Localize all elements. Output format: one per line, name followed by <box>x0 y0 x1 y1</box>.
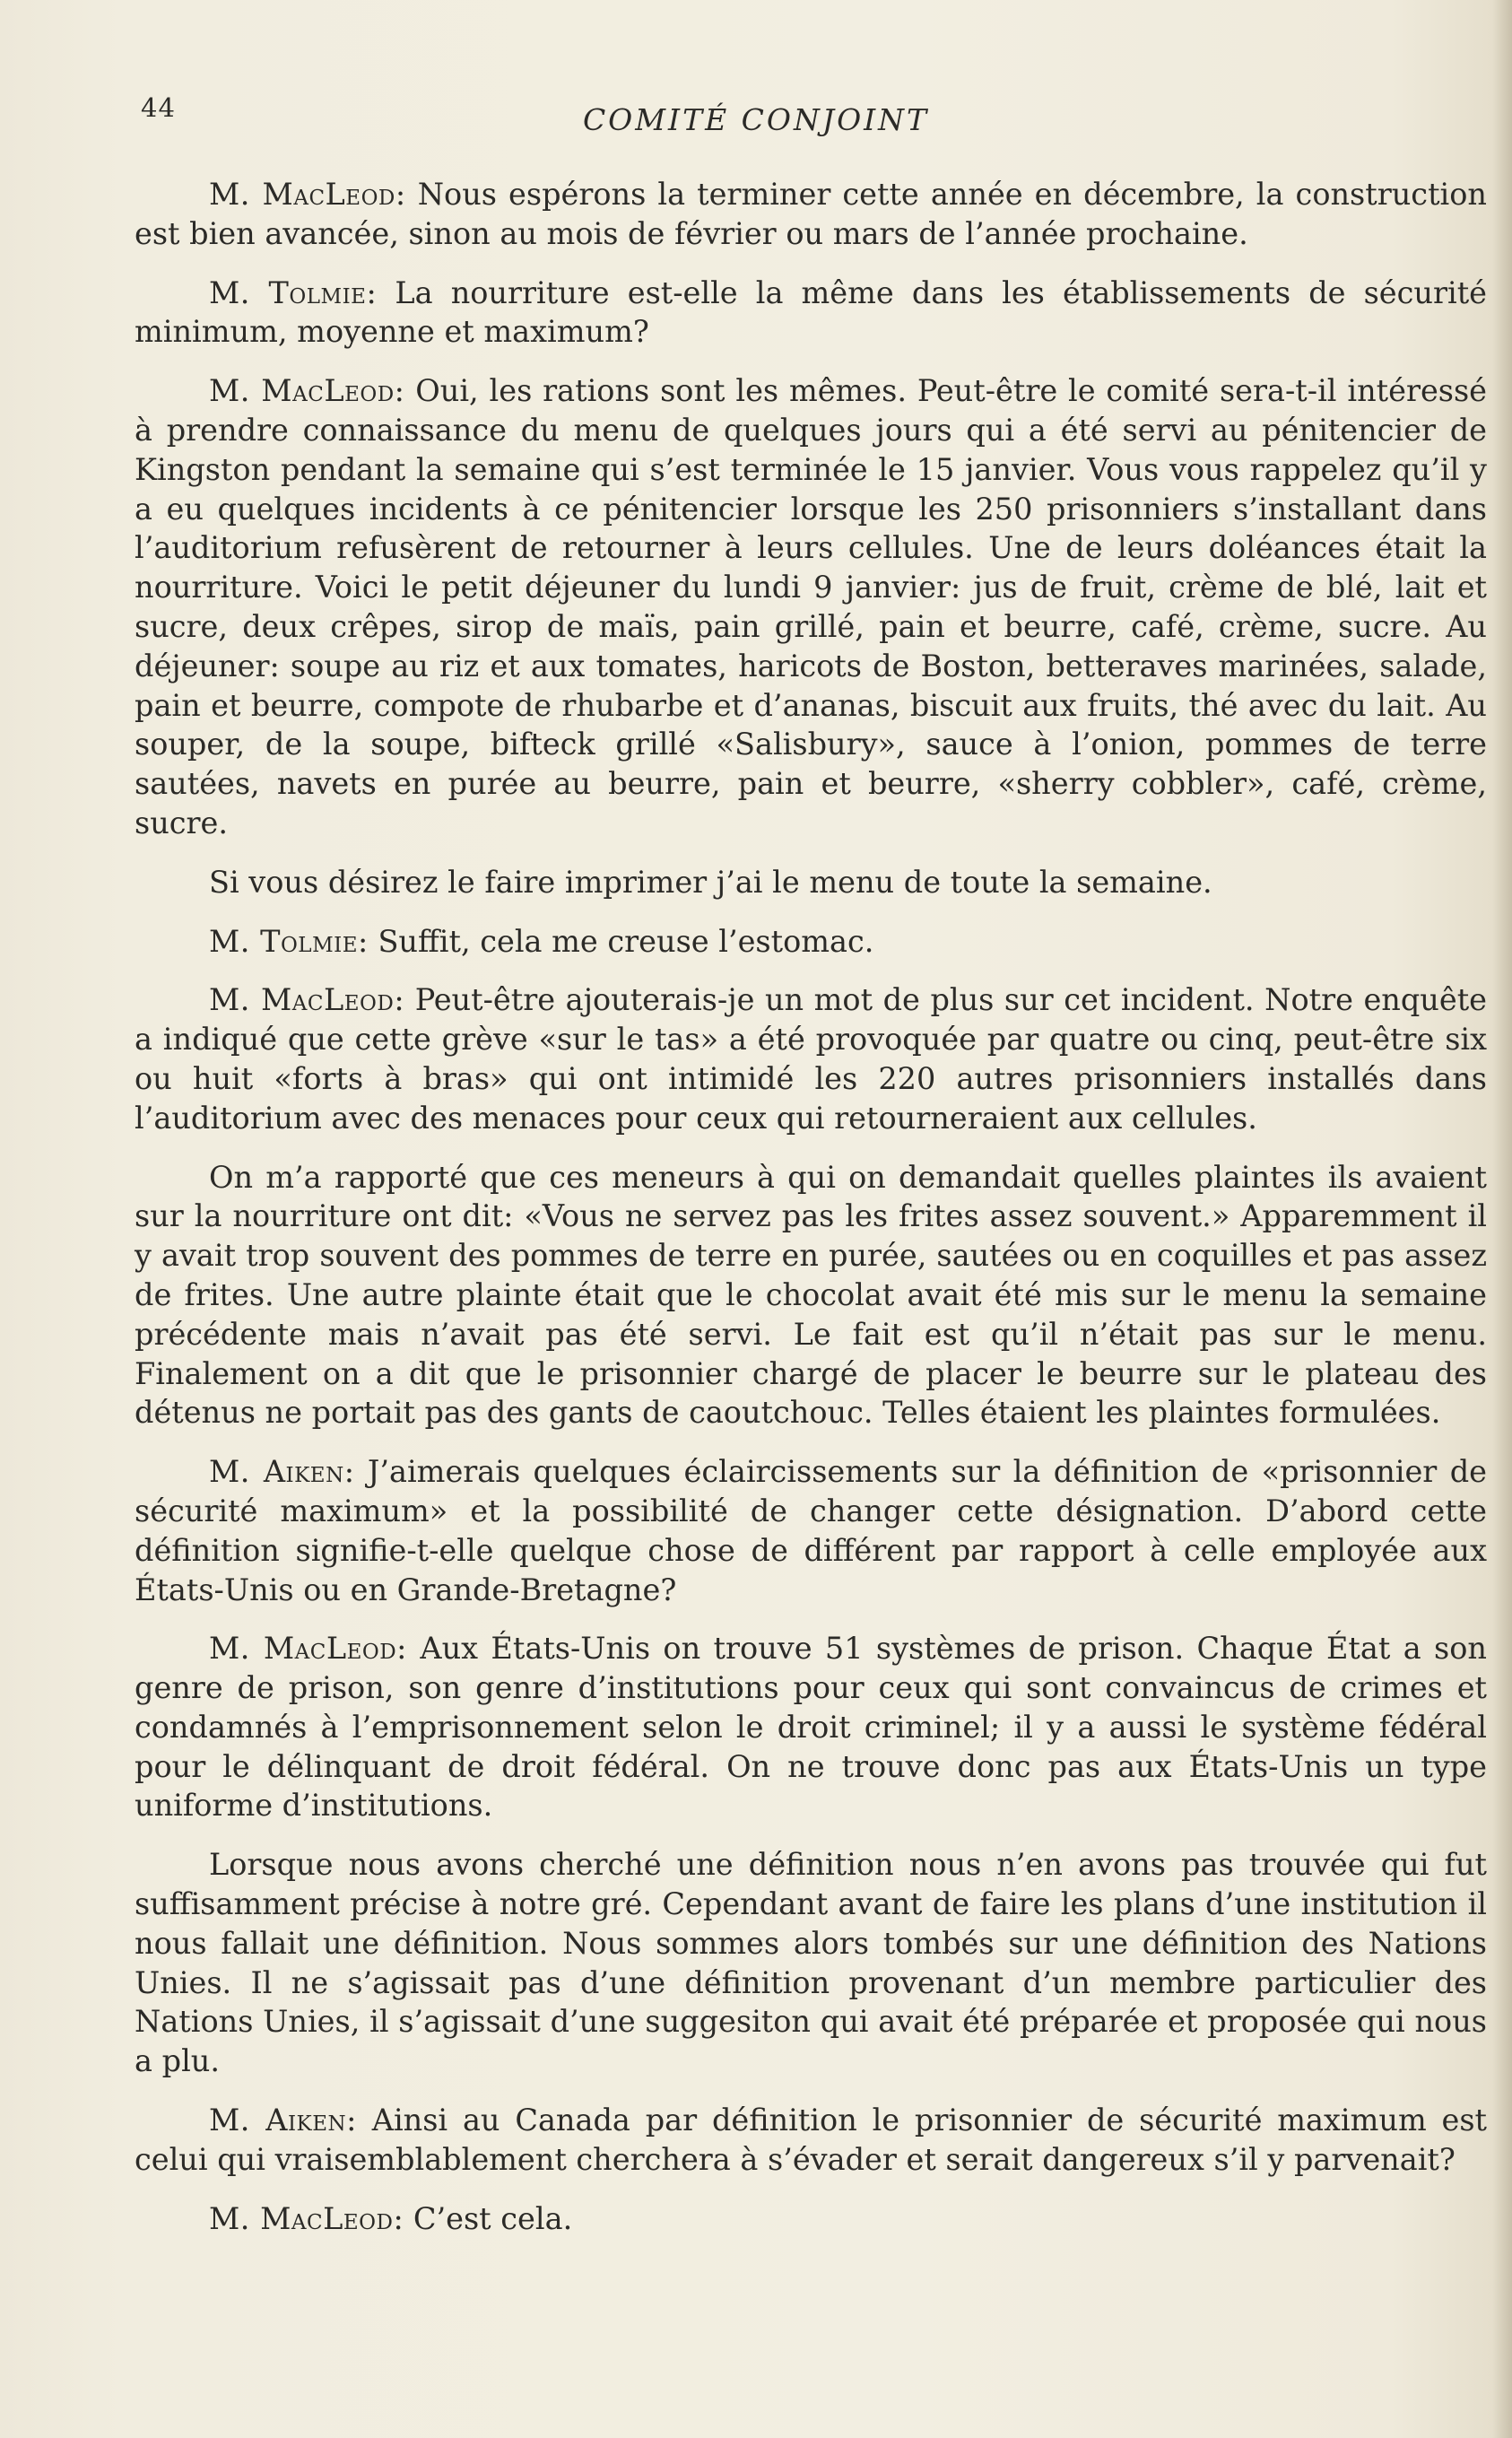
speaker-name: M. MacLeod: <box>209 177 406 212</box>
paragraph-text: Si vous désirez le faire imprimer j’ai le menu de toute la semaine. <box>209 864 1212 900</box>
paragraph-12 <box>135 2199 1487 2239</box>
speaker-name: M. MacLeod: <box>209 373 405 409</box>
speaker-name: M. Aiken: <box>209 1454 355 1490</box>
paragraph-8 <box>135 1452 1487 1609</box>
running-title: COMITÉ CONJOINT <box>582 102 930 137</box>
speaker-name: M. MacLeod: <box>209 2200 404 2236</box>
paragraph-3 <box>135 371 1487 843</box>
paragraph-5 <box>135 922 1487 962</box>
paragraph-text: La nourriture est-elle la même dans les établissements de sécurité minimum, moyenne et maximum? <box>135 274 1487 350</box>
paragraph-text: Lorsque nous avons cherché une définition nous n’en avons pas trouvée qui fut suffisamment précise à notre gré. Cependant avant de faire les plans d’une institution il nous fallait une définition. Nous sommes alors tombés sur une définition des Nations Unies. Il ne s’agissait pas d’une définition provenant d’un membre particulier des Nations Unies, il s’agissait d’une suggesiton qui avait été préparée et proposée qui nous a plu. <box>135 1847 1487 2079</box>
paragraph-text: Oui, les rations sont les mêmes. Peut-être le comité sera-t-il intéressé à prendre connaissance du menu de quelques jours qui a été servi au pénitencier de Kingston pendant la semaine qui s’est terminée le 15 janvier. Vous vous rappelez qu’il y a eu quelques incidents à ce pénitencier lorsque les 250 prisonniers s’installant dans l’auditorium refusèrent de retourner à leurs cellules. Une de leurs doléances était la nourriture. Voici le petit déjeuner du lundi 9 janvier: jus de fruit, crème de blé, lait et sucre, deux crêpes, sirop de maïs, pain grillé, pain et beurre, café, crème, sucre. Au déjeuner: soupe au riz et aux tomates, haricots de Boston, betteraves marinées, salade, pain et beurre, compote de rhubarbe et d’ananas, biscuit aux fruits, thé avec du lait. Au souper, de la soupe, bifteck grillé «Salisbury», sauce à l’onion, pommes de terre sautées, navets en purée au beurre, pain et beurre, «sherry cobbler», café, crème, sucre. <box>135 373 1487 840</box>
speaker-name: M. Tolmie: <box>209 923 369 959</box>
paragraph-text: C’est cela. <box>404 2200 573 2236</box>
speaker-name: M. Tolmie: <box>209 274 378 310</box>
paragraph-11 <box>135 2101 1487 2180</box>
speaker-name: M. MacLeod: <box>209 982 405 1018</box>
speaker-name: M. Aiken: <box>209 2103 357 2138</box>
paragraph-text: Suffit, cela me creuse l’estomac. <box>368 923 874 959</box>
paragraph-4 <box>135 863 1487 902</box>
page-gutter-shadow <box>1492 0 1512 2438</box>
paragraph-text: Ainsi au Canada par définition le prisonnier de sécurité maximum est celui qui vraisemblablement cherchera à s’évader et serait dangereux s’il y parvenait? <box>135 2103 1487 2177</box>
paragraph-text: Aux États-Unis on trouve 51 systèmes de prison. Chaque État a son genre de prison, son genre d’institutions pour ceux qui sont convaincus de crimes et condamnés à l’emprisonnement selon le droit criminel; il y a aussi le système fédéral pour le délinquant de droit fédéral. On ne trouve donc pas aux États-Unis un type uniforme d’institutions. <box>135 1631 1487 1824</box>
paragraph-text: J’aimerais quelques éclaircissements sur la définition de «prisonnier de sécurité maximum» et la possibilité de changer cette désignation. D’abord cette définition signifie-t-elle quelque chose de différent par rapport à celle employée aux États-Unis ou en Grande-Bretagne? <box>135 1454 1487 1607</box>
paragraph-6 <box>135 980 1487 1137</box>
paragraph-10 <box>135 1845 1487 2081</box>
paragraph-9 <box>135 1629 1487 1825</box>
page-number: 44 <box>141 92 176 123</box>
paragraph-1 <box>135 175 1487 254</box>
speaker-name: M. MacLeod: <box>209 1631 407 1667</box>
paragraph-text: On m’a rapporté que ces meneurs à qui on demandait quelles plaintes ils avaient sur la nourriture ont dit: «Vous ne servez pas les frites assez souvent.» Apparemment il y avait trop souvent des pommes de terre en purée, sautées ou en coquilles et pas assez de frites. Une autre plainte était que le chocolat avait été mis sur le menu la semaine précédente mais n’avait pas été servi. Le fait est qu’il n’était pas sur le menu. Finalement on a dit que le prisonnier chargé de placer le beurre sur le plateau des détenus ne portait pas des gants de caoutchouc. Telles étaient les plaintes formulées. <box>135 1159 1487 1431</box>
paragraph-2 <box>135 274 1487 353</box>
paragraph-text: Nous espérons la terminer cette année en décembre, la construction est bien avancée, sinon au mois de février ou mars de l’année prochaine. <box>135 177 1487 251</box>
body-text <box>135 175 1487 2258</box>
paragraph-7 <box>135 1158 1487 1433</box>
paragraph-text: Peut-être ajouterais-je un mot de plus sur cet incident. Notre enquête a indiqué que cette grève «sur le tas» a été provoquée par quatre ou cinq, peut-être six ou huit «forts à bras» qui ont intimidé les 220 autres prisonniers installés dans l’auditorium avec des menaces pour ceux qui retourneraient aux cellules. <box>135 982 1488 1136</box>
